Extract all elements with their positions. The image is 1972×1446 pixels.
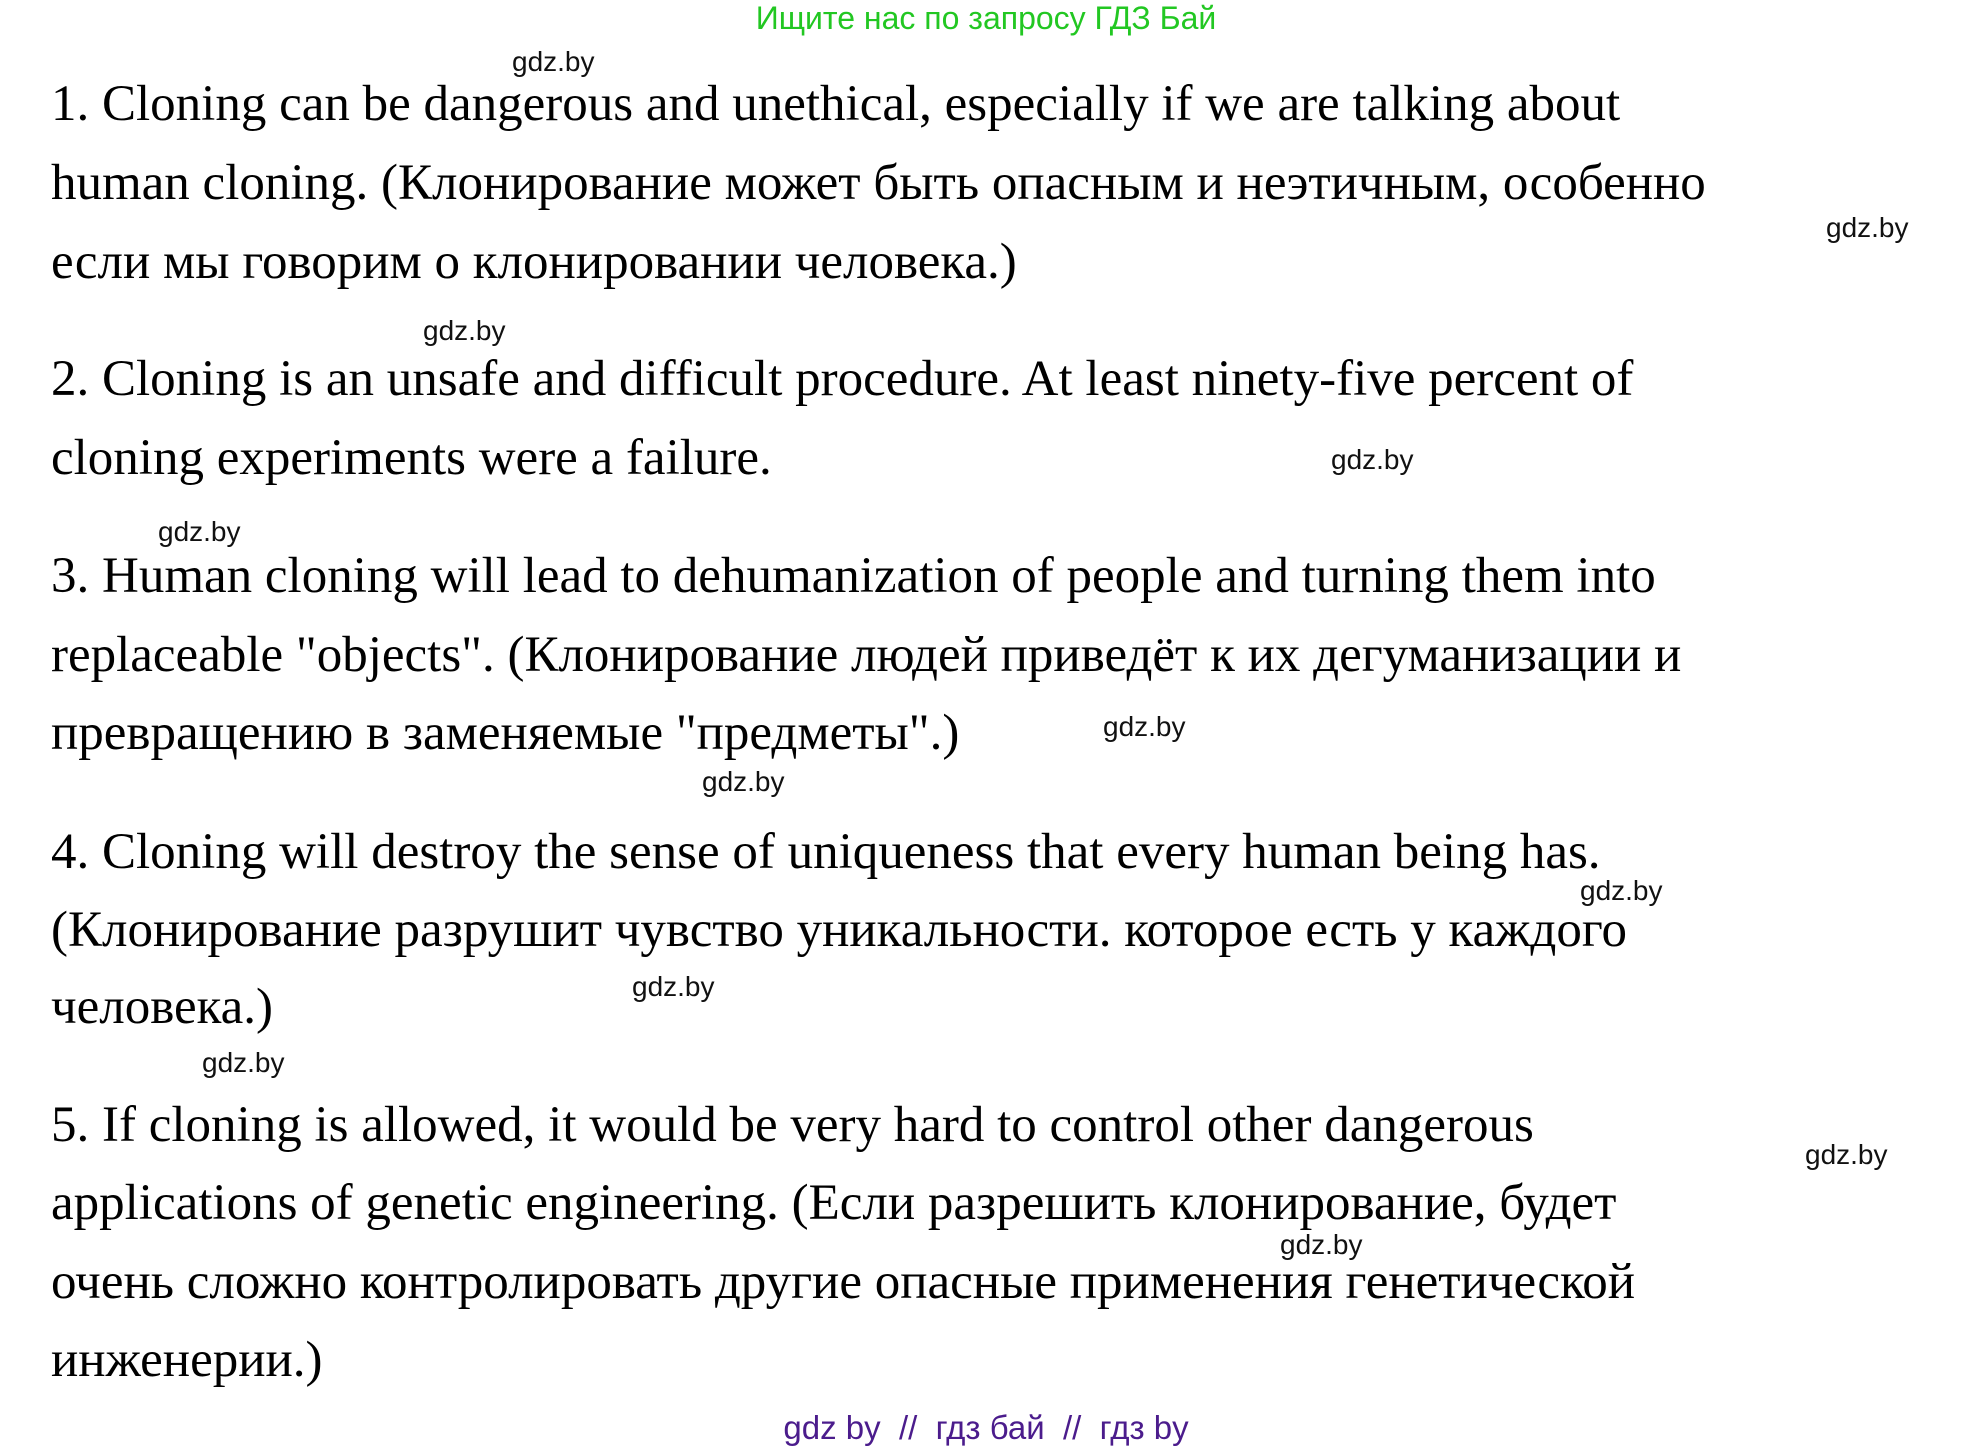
- answer-line: человека.): [51, 979, 274, 1035]
- watermark: gdz.by: [158, 516, 241, 547]
- answer-line: 1. Cloning can be dangerous and unethical, especially if we are talking about: [51, 76, 1621, 132]
- watermark: gdz.by: [1805, 1139, 1888, 1170]
- answer-line: replaceable "objects". (Клонирование людей приведёт к их дегуманизации и: [51, 627, 1682, 683]
- watermark: gdz.by: [512, 46, 595, 77]
- answer-line: очень сложно контролировать другие опасные применения генетической: [51, 1254, 1636, 1310]
- watermark: gdz.by: [202, 1047, 285, 1078]
- footer-brand-text: gdz by // гдз бай // гдз by: [783, 1409, 1189, 1446]
- answer-line: 5. If cloning is allowed, it would be very hard to control other dangerous: [51, 1097, 1534, 1153]
- answer-line: 3. Human cloning will lead to dehumanization of people and turning them into: [51, 548, 1656, 604]
- answer-line: инженерии.): [51, 1332, 323, 1388]
- watermark: gdz.by: [632, 971, 715, 1002]
- answer-line: cloning experiments were a failure.: [51, 430, 772, 486]
- watermark: gdz.by: [423, 315, 506, 346]
- watermark: gdz.by: [1103, 711, 1186, 742]
- answer-line: 4. Cloning will destroy the sense of uniqueness that every human being has.: [51, 824, 1601, 880]
- answer-line: превращению в заменяемые "предметы".): [51, 705, 960, 761]
- watermark: gdz.by: [1580, 875, 1663, 906]
- watermark: gdz.by: [702, 766, 785, 797]
- answer-line: applications of genetic engineering. (Если разрешить клонирование, будет: [51, 1175, 1617, 1231]
- watermark: gdz.by: [1826, 212, 1909, 243]
- answer-line: 2. Cloning is an unsafe and difficult procedure. At least ninety-five percent of: [51, 351, 1634, 407]
- answer-line: human cloning. (Клонирование может быть опасным и неэтичным, особенно: [51, 155, 1706, 211]
- answer-line: (Клонирование разрушит чувство уникальности. которое есть у каждого: [51, 902, 1627, 958]
- watermark: gdz.by: [1331, 444, 1414, 475]
- answer-line: если мы говорим о клонировании человека.): [51, 234, 1017, 290]
- watermark: gdz.by: [1280, 1229, 1363, 1260]
- search-hint-header: Ищите нас по запросу ГДЗ Бай: [755, 0, 1217, 36]
